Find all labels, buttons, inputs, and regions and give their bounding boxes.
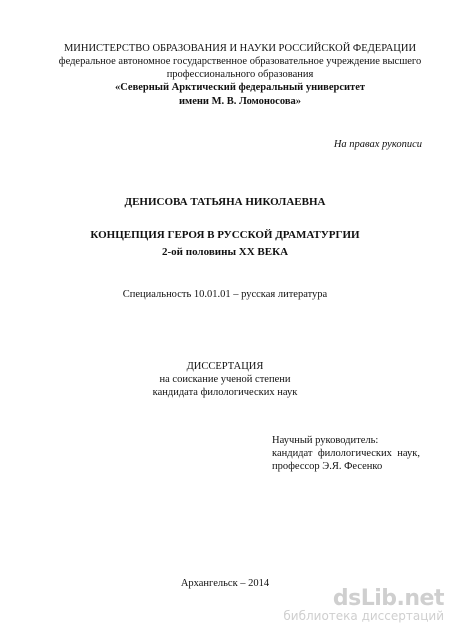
supervisor-degree	[272, 447, 420, 460]
supervisor-degree-word: наук,	[397, 448, 420, 460]
dissertation-title-cont: 2-ой половины XX ВЕКА	[161, 246, 289, 258]
watermark-logo: dsLib.net	[332, 586, 444, 611]
dissertation-heading: ДИССЕРТАЦИЯ	[186, 361, 264, 372]
institution-type-cont: профессионального образования	[166, 69, 314, 81]
dslib-watermark	[283, 588, 444, 623]
university-name: «Северный Арктический федеральный университет	[114, 82, 366, 94]
supervisor-degree-word: кандидат	[272, 448, 313, 460]
city-year: Архангельск – 2014	[180, 578, 270, 589]
author-name: ДЕНИСОВА ТАТЬЯНА НИКОЛАЕВНА	[124, 196, 326, 208]
supervisor-degree-word: филологических	[317, 448, 392, 460]
university-name-cont: имени М. В. Ломоносова»	[179, 95, 301, 107]
degree-field: кандидата филологических наук	[152, 387, 298, 399]
degree-line: на соискание ученой степени	[159, 374, 291, 386]
institution-header	[40, 42, 440, 108]
supervisor-block	[272, 434, 420, 473]
ministry-name: МИНИСТЕРСТВО ОБРАЗОВАНИЯ И НАУКИ РОССИЙСКОЙ ФЕДЕРАЦИИ	[63, 43, 417, 54]
watermark-subtitle: библиотека диссертаций	[283, 609, 444, 623]
supervisor-name: профессор Э.Я. Фесенко	[272, 461, 383, 473]
institution-type: федеральное автономное государственное образовательное учреждение высшего	[58, 56, 422, 68]
dissertation-degree-block	[0, 360, 450, 399]
dissertation-title: КОНЦЕПЦИЯ ГЕРОЯ В РУССКОЙ ДРАМАТУРГИИ	[90, 229, 360, 241]
specialty: Специальность 10.01.01 – русская литература	[122, 289, 328, 300]
supervisor-label: Научный руководитель:	[272, 435, 379, 446]
rights-note: На правах рукописи	[333, 139, 422, 150]
